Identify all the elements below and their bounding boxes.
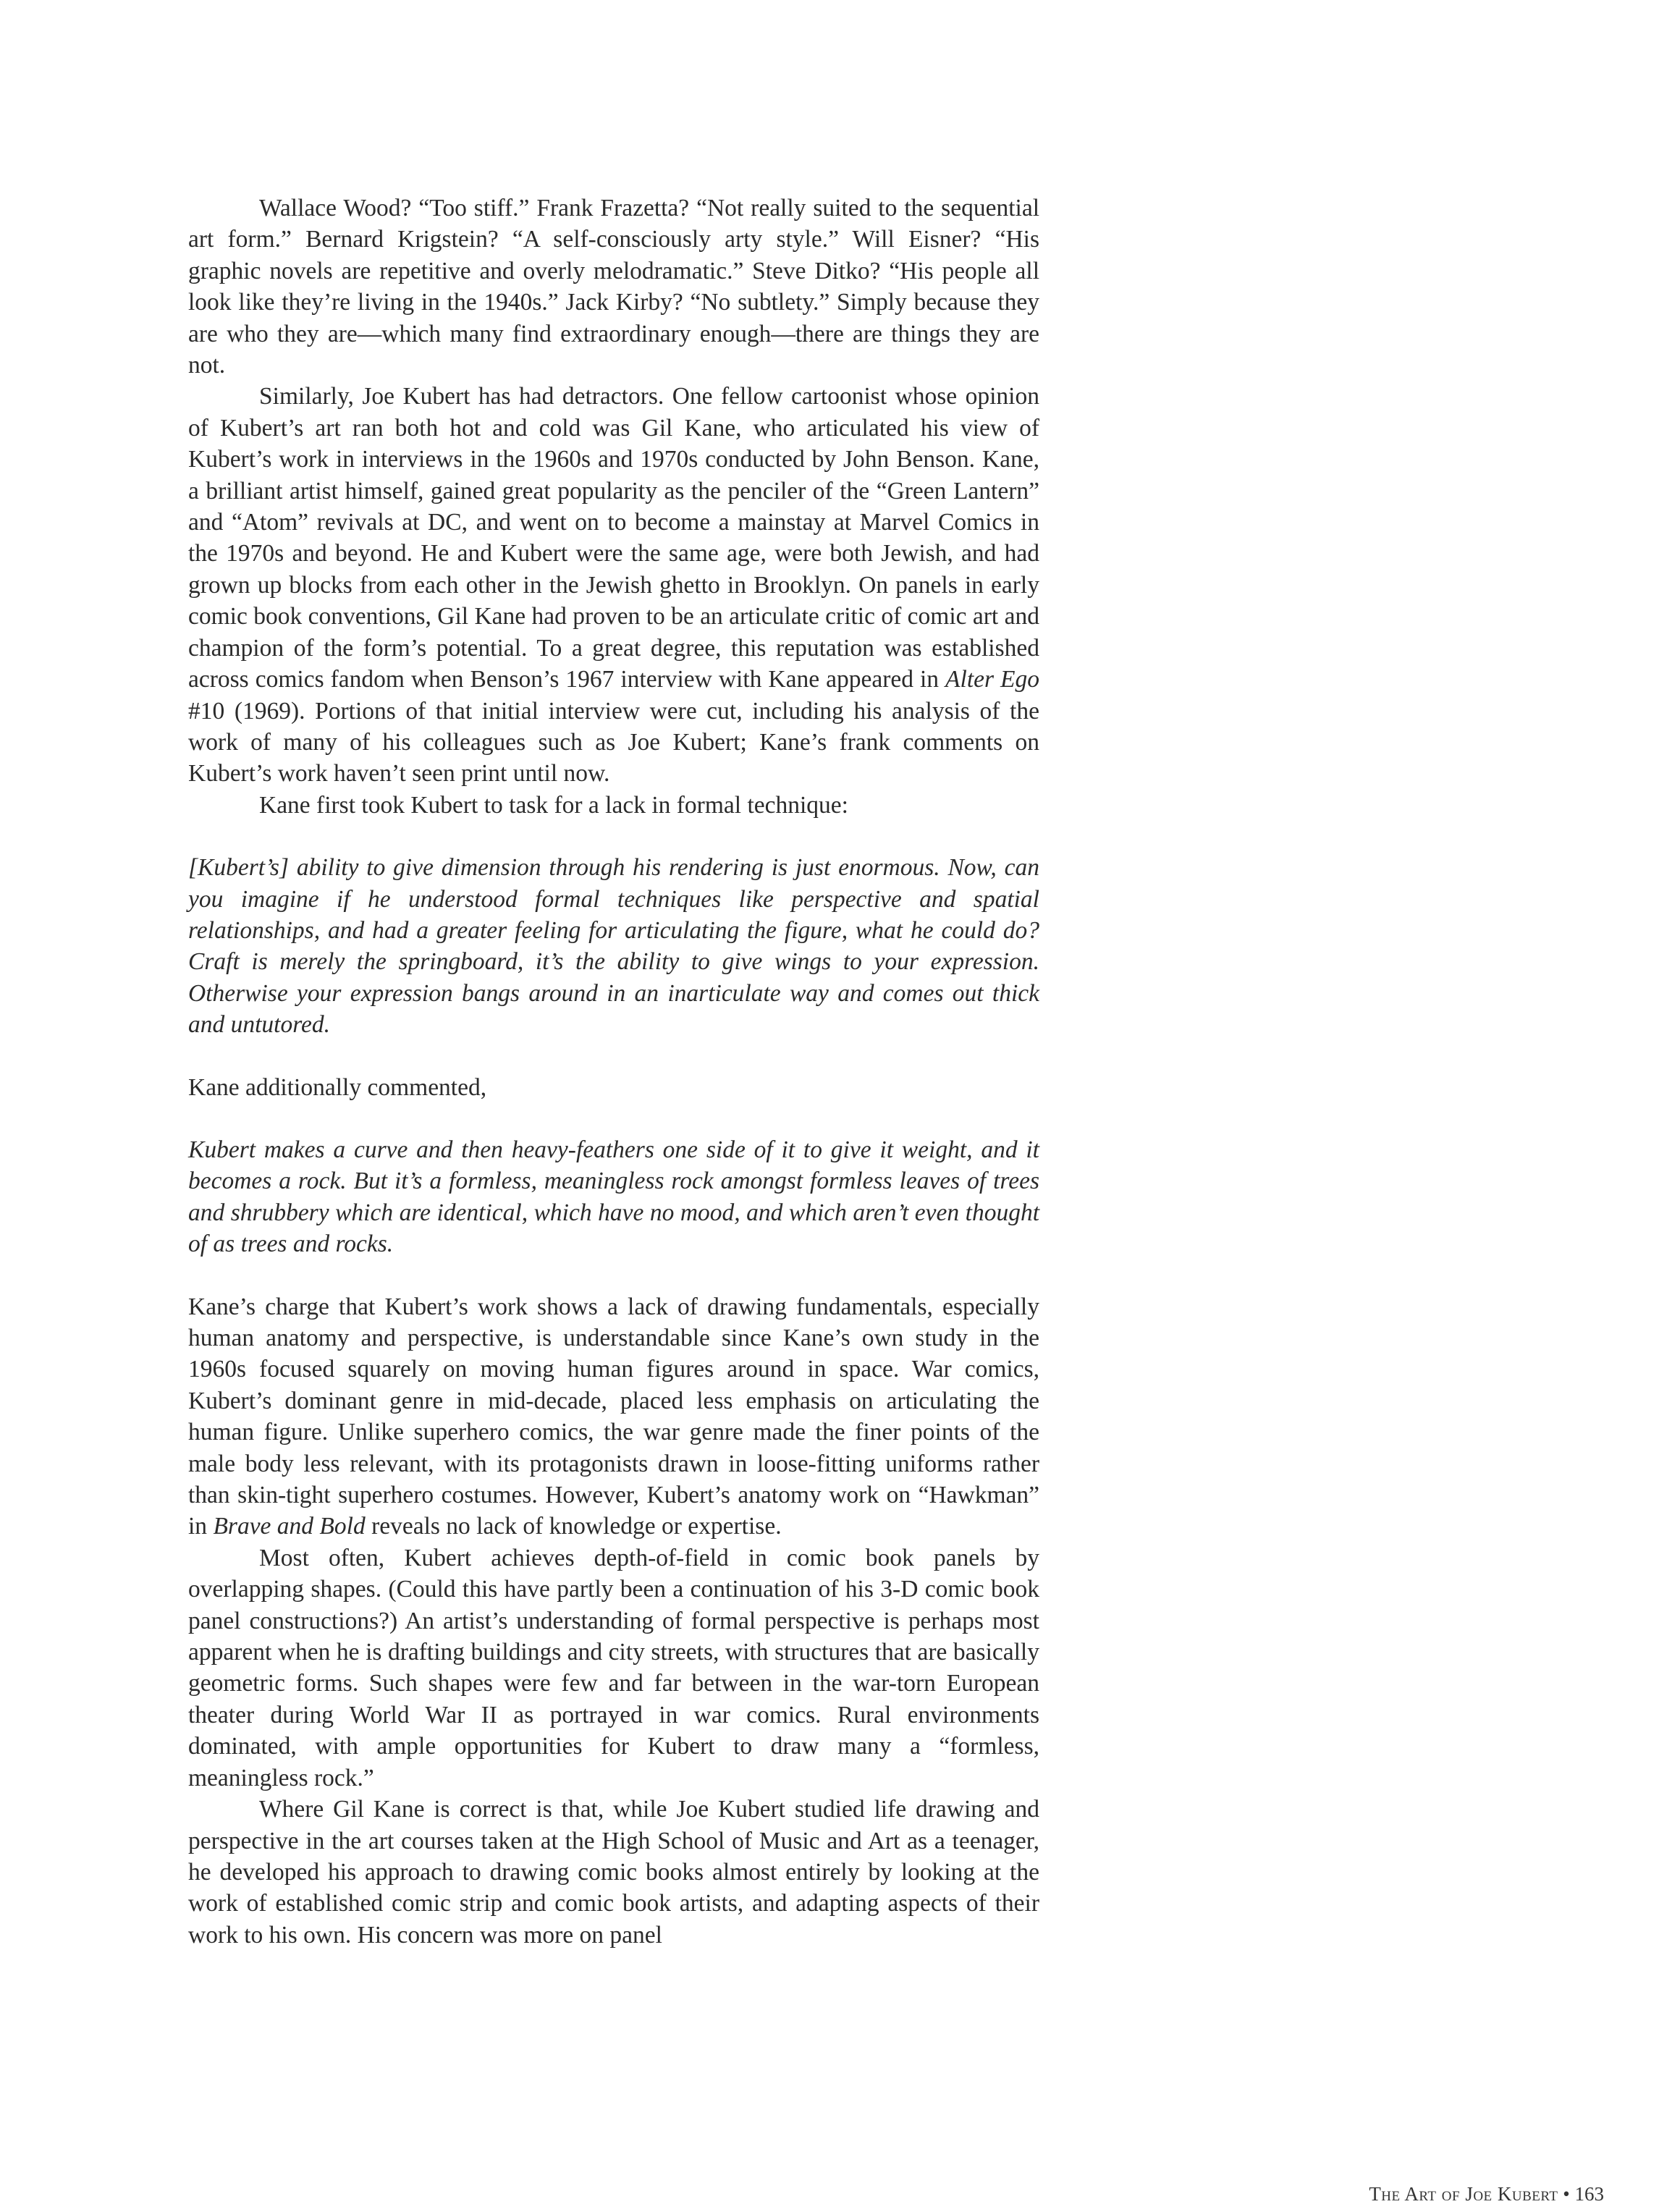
paragraph-kubert-detractors bbox=[188, 381, 1039, 789]
paragraph-text: Similarly, Joe Kubert has had detractors. One fellow cartoonist whose opinion of Kubert’s art ran both hot and cold was Gil Kane, who articulated his view of Kubert’s work in interviews in the 1960s and 1970s conducted by John Benson. Kane, a brilliant artist himself, gained great popularity as the penciler of the “Green Lantern” and “Atom” revivals at DC, and went on to become a mainstay at Marvel Comics in the 1970s and beyond. He and Kubert were the same age, were both Jewish, and had grown up blocks from each other in the Jewish ghetto in Brooklyn. On panels in early comic book conventions, Gil Kane had proven to be an articulate critic of comic art and champion of the form’s potential. To a great degree, this reputation was established across comics fandom when Benson’s 1967 interview with Kane appeared in bbox=[188, 383, 1039, 693]
publication-title-alter-ego: Alter Ego bbox=[945, 666, 1039, 693]
page-footer bbox=[1369, 2183, 1604, 2205]
footer-separator: • bbox=[1563, 2183, 1570, 2205]
paragraph-kane-additionally: Kane additionally commented, bbox=[188, 1073, 487, 1101]
text-column bbox=[188, 193, 1039, 1951]
paragraph-drawing-fundamentals bbox=[188, 1291, 1039, 1542]
paragraph-text: #10 (1969). Portions of that initial interview were cut, including his analysis of the work of many of his colleagues such as Joe Kubert; Kane’s frank comments on Kubert’s work haven’t seen print until now. bbox=[188, 697, 1039, 788]
paragraph-gil-kane-correct: Where Gil Kane is correct is that, while Joe Kubert studied life drawing and perspective in the art courses taken at the High School of Music and Art as a teenager, he developed his approach to drawing comic books almost entirely by looking at the work of established comic strip and comic book artists, and adapting aspects of their work to his own. His concern was more on panel bbox=[188, 1796, 1039, 1949]
paragraph-depth-of-field: Most often, Kubert achieves depth-of-field in comic book panels by overlapping shapes. (Could this have partly been a continuation of his 3-D comic book panel constructions?) An artist’s understanding of formal perspective is perhaps most apparent when he is drafting buildings and city streets, with structures that are basically geometric forms. Such shapes were few and far between in the war-torn European theater during World War II as portrayed in war comics. Rural environments dominated, with ample opportunities for Kubert to draw many a “formless, meaningless rock.” bbox=[188, 1544, 1039, 1791]
page-number: 163 bbox=[1574, 2183, 1604, 2205]
paragraph-artists-criticisms: Wallace Wood? “Too stiff.” Frank Frazetta? “Not really suited to the sequential art form.” Bernard Krigstein? “A self-consciously arty style.” Will Eisner? “His graphic novels are repetitive and overly melodramatic.” Steve Ditko? “His people all look like they’re living in the 1940s.” Jack Kirby? “No subtlety.” Simply because they are who they are—which many find extraordinary enough—there are things they are not. bbox=[188, 195, 1039, 379]
block-quote-formless-rock: Kubert makes a curve and then heavy-feathers one side of it to give it weight, and it becomes a rock. But it’s a formless, meaningless rock amongst formless leaves of trees and shrubbery which are identical, which have no mood, and which aren’t even thought of as trees and rocks. bbox=[188, 1136, 1039, 1258]
paragraph-text: reveals no lack of knowledge or expertise. bbox=[365, 1513, 782, 1540]
paragraph-formal-technique-intro: Kane first took Kubert to task for a lack in formal technique: bbox=[259, 791, 848, 819]
running-title: The Art of Joe Kubert bbox=[1369, 2183, 1558, 2205]
block-quote-dimension: [Kubert’s] ability to give dimension through his rendering is just enormous. Now, can you imagine if he understood formal techniques like perspective and spatial relationships, and had a greater feeling for articulating the figure, what he could do? Craft is merely the springboard, it’s the ability to give wings to your expression. Otherwise your expression bangs around in an inarticulate way and comes out thick and untutored. bbox=[188, 854, 1039, 1039]
paragraph-text: Kane’s charge that Kubert’s work shows a lack of drawing fundamentals, especially human anatomy and perspective, is understandable since Kane’s own study in the 1960s focused squarely on moving human figures around in space. War comics, Kubert’s dominant genre in mid-decade, placed less emphasis on articulating the human figure. Unlike superhero comics, the war genre made the finer points of the male body less relevant, with its protagonists drawn in loose-fitting uniforms rather than skin-tight superhero costumes. However, Kubert’s anatomy work on “Hawkman” in bbox=[188, 1293, 1039, 1540]
publication-title-brave-and-bold: Brave and Bold bbox=[213, 1513, 366, 1540]
